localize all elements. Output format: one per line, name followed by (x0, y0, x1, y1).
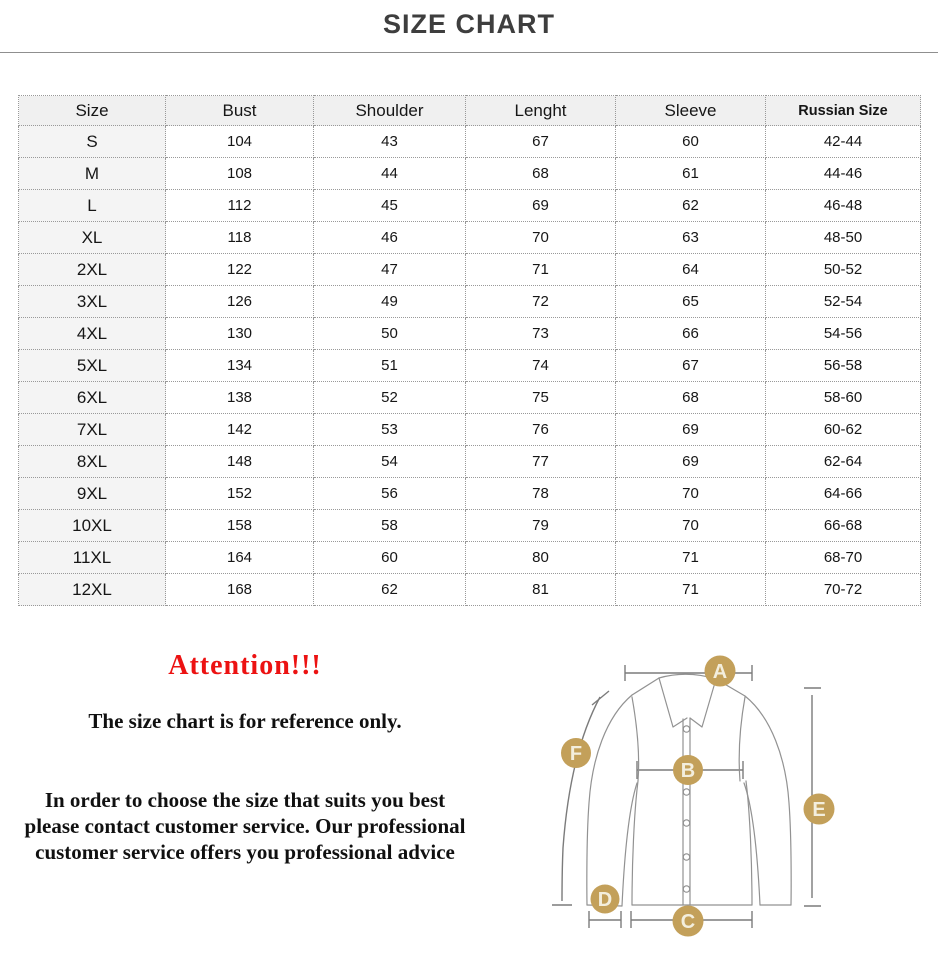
marker-c (673, 906, 704, 937)
value-cell: 71 (616, 542, 766, 574)
value-cell: 45 (314, 190, 466, 222)
table-row (19, 446, 921, 478)
value-cell: 67 (466, 126, 616, 158)
value-cell: 46-48 (766, 190, 921, 222)
size-cell: L (19, 190, 166, 222)
column-header: Shoulder (314, 96, 466, 126)
value-cell: 118 (166, 222, 314, 254)
size-cell: 4XL (19, 318, 166, 350)
table-row (19, 286, 921, 318)
value-cell: 142 (166, 414, 314, 446)
value-cell: 62 (314, 574, 466, 606)
value-cell: 62 (616, 190, 766, 222)
value-cell: 53 (314, 414, 466, 446)
value-cell: 51 (314, 350, 466, 382)
advice-note (0, 787, 490, 865)
value-cell: 68 (616, 382, 766, 414)
value-cell: 126 (166, 286, 314, 318)
table-row (19, 478, 921, 510)
button-icon (683, 886, 689, 892)
column-header: Size (19, 96, 166, 126)
value-cell: 70 (466, 222, 616, 254)
value-cell: 67 (616, 350, 766, 382)
advice-line: customer service offers you professional advice (35, 840, 455, 864)
value-cell: 43 (314, 126, 466, 158)
svg-text:D: D (597, 889, 613, 911)
value-cell: 79 (466, 510, 616, 542)
size-cell: 3XL (19, 286, 166, 318)
value-cell: 112 (166, 190, 314, 222)
value-cell: 73 (466, 318, 616, 350)
table-header-row (19, 96, 921, 126)
marker-e (804, 794, 835, 825)
value-cell: 71 (466, 254, 616, 286)
value-cell: 52-54 (766, 286, 921, 318)
size-cell: 12XL (19, 574, 166, 606)
table-row (19, 574, 921, 606)
column-header: Lenght (466, 96, 616, 126)
value-cell: 54-56 (766, 318, 921, 350)
value-cell: 78 (466, 478, 616, 510)
table-row (19, 510, 921, 542)
reference-note: The size chart is for reference only. (88, 709, 402, 733)
size-cell: XL (19, 222, 166, 254)
table-row (19, 254, 921, 286)
value-cell: 70 (616, 510, 766, 542)
table-row (19, 542, 921, 574)
size-cell: 8XL (19, 446, 166, 478)
shirt-measurement-diagram (540, 643, 938, 953)
size-cell: 10XL (19, 510, 166, 542)
value-cell: 60-62 (766, 414, 921, 446)
svg-text:E: E (812, 799, 826, 821)
value-cell: 50-52 (766, 254, 921, 286)
table-row (19, 350, 921, 382)
value-cell: 44 (314, 158, 466, 190)
value-cell: 76 (466, 414, 616, 446)
svg-text:B: B (680, 760, 696, 782)
value-cell: 77 (466, 446, 616, 478)
svg-text:A: A (712, 661, 728, 683)
value-cell: 48-50 (766, 222, 921, 254)
value-cell: 56 (314, 478, 466, 510)
value-cell: 58 (314, 510, 466, 542)
size-cell: S (19, 126, 166, 158)
marker-f (561, 738, 591, 768)
value-cell: 158 (166, 510, 314, 542)
value-cell: 70-72 (766, 574, 921, 606)
marker-a (705, 656, 736, 687)
value-cell: 108 (166, 158, 314, 190)
column-header: Russian Size (766, 96, 921, 126)
table-row (19, 158, 921, 190)
button-icon (683, 854, 689, 860)
value-cell: 60 (616, 126, 766, 158)
advice-line: please contact customer service. Our professional (24, 814, 466, 838)
svg-text:F: F (569, 743, 583, 765)
value-cell: 70 (616, 478, 766, 510)
value-cell: 65 (616, 286, 766, 318)
value-cell: 75 (466, 382, 616, 414)
button-icon (683, 789, 689, 795)
button-icon (683, 726, 689, 732)
size-cell: 2XL (19, 254, 166, 286)
value-cell: 60 (314, 542, 466, 574)
size-cell: 6XL (19, 382, 166, 414)
value-cell: 69 (616, 446, 766, 478)
table-row (19, 222, 921, 254)
value-cell: 68-70 (766, 542, 921, 574)
value-cell: 68 (466, 158, 616, 190)
marker-d (591, 885, 620, 914)
size-cell: 9XL (19, 478, 166, 510)
column-header: Sleeve (616, 96, 766, 126)
value-cell: 63 (616, 222, 766, 254)
table-row (19, 414, 921, 446)
attention-heading: Attention!!! (168, 650, 322, 681)
value-cell: 46 (314, 222, 466, 254)
value-cell: 164 (166, 542, 314, 574)
value-cell: 44-46 (766, 158, 921, 190)
value-cell: 66 (616, 318, 766, 350)
value-cell: 80 (466, 542, 616, 574)
value-cell: 56-58 (766, 350, 921, 382)
value-cell: 62-64 (766, 446, 921, 478)
size-cell: M (19, 158, 166, 190)
button-icon (683, 820, 689, 826)
title-divider (0, 52, 938, 53)
size-cell: 11XL (19, 542, 166, 574)
value-cell: 168 (166, 574, 314, 606)
table-row (19, 190, 921, 222)
value-cell: 152 (166, 478, 314, 510)
value-cell: 50 (314, 318, 466, 350)
shirt-outline (587, 674, 791, 906)
value-cell: 64-66 (766, 478, 921, 510)
table-row (19, 126, 921, 158)
value-cell: 71 (616, 574, 766, 606)
column-header: Bust (166, 96, 314, 126)
value-cell: 69 (616, 414, 766, 446)
table-row (19, 382, 921, 414)
value-cell: 69 (466, 190, 616, 222)
value-cell: 54 (314, 446, 466, 478)
svg-text:C: C (680, 911, 696, 933)
size-cell: 5XL (19, 350, 166, 382)
value-cell: 49 (314, 286, 466, 318)
value-cell: 66-68 (766, 510, 921, 542)
value-cell: 47 (314, 254, 466, 286)
value-cell: 52 (314, 382, 466, 414)
value-cell: 58-60 (766, 382, 921, 414)
value-cell: 130 (166, 318, 314, 350)
value-cell: 42-44 (766, 126, 921, 158)
table-row (19, 318, 921, 350)
value-cell: 138 (166, 382, 314, 414)
value-cell: 134 (166, 350, 314, 382)
value-cell: 61 (616, 158, 766, 190)
value-cell: 81 (466, 574, 616, 606)
page-title: SIZE CHART (383, 9, 555, 39)
marker-b (673, 755, 703, 785)
size-chart-table (18, 95, 921, 606)
value-cell: 64 (616, 254, 766, 286)
value-cell: 72 (466, 286, 616, 318)
size-cell: 7XL (19, 414, 166, 446)
advice-line: In order to choose the size that suits you best (44, 788, 446, 812)
value-cell: 148 (166, 446, 314, 478)
value-cell: 122 (166, 254, 314, 286)
value-cell: 104 (166, 126, 314, 158)
value-cell: 74 (466, 350, 616, 382)
